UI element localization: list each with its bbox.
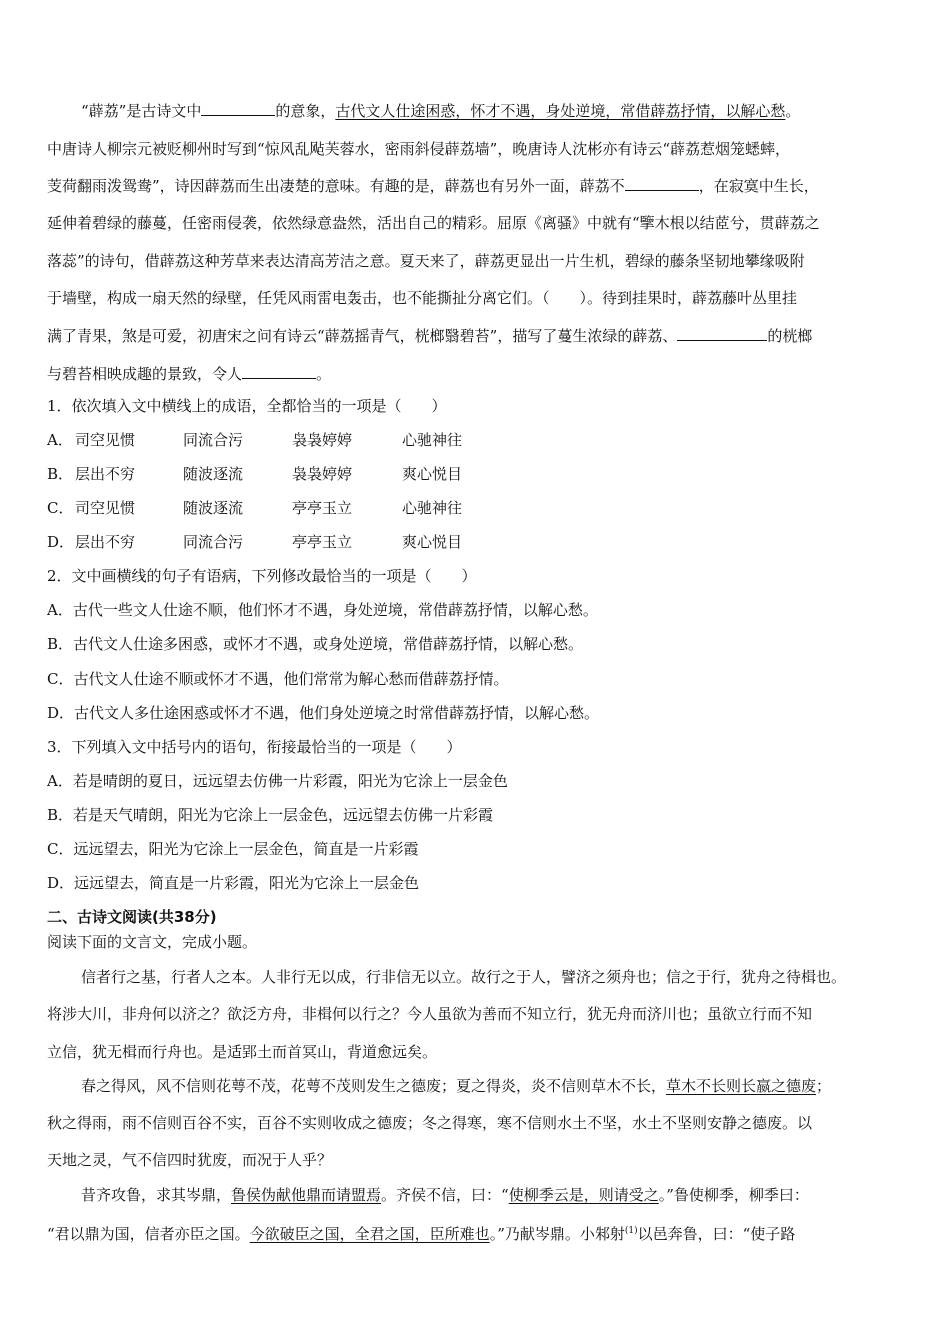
text-span: 满了青果，煞是可爱，初唐宋之问有诗云“薜荔摇青气，桄榔翳碧苔”，描写了蔓生浓绿的薜荔、 (47, 327, 678, 345)
section-instruction: 阅读下面的文言文，完成小题。 (47, 933, 258, 951)
text-span: ，在寂寞中生长， (698, 177, 819, 195)
option-item: 袅袅婷婷 (292, 465, 353, 483)
text-span: 。”乃献岑鼎。小邾射 (489, 1225, 625, 1243)
option-item: 袅袅婷婷 (292, 431, 353, 449)
option-item: 爽心悦目 (402, 465, 463, 483)
question-2-option-d[interactable]: D．古代文人多仕途困惑或怀才不遇，他们身处逆境之时常借薜荔抒情，以解心愁。 (47, 704, 600, 722)
text-span: 芰荷翻雨泼鸳鸯”，诗因薜荔而生出凄楚的意味。有趣的是，薜荔也有另外一面，薜荔不 (47, 177, 625, 195)
text-span: 昔齐攻鲁，求其岑鼎， (81, 1186, 232, 1204)
text-span: 。齐侯不信，曰：“ (381, 1186, 509, 1204)
question-1-option-b[interactable] (47, 464, 907, 484)
passage2-p1-line-3: 立信，犹无楫而行舟也。是适郢土而首冥山，背道愈远矣。 (47, 1043, 438, 1061)
question-3-stem: 3．下列填入文中括号内的语句，衔接最恰当的一项是（ ） (47, 738, 462, 756)
text-span: 以邑奔鲁，曰：“使子路 (637, 1225, 796, 1243)
underlined-sentence: 古代文人仕途困惑，怀才不遇，身处逆境，常借薜荔抒情，以解心愁 (335, 102, 786, 120)
passage2-p2-line-3: 天地之灵，气不信四时犹废，而况于人乎？ (47, 1151, 333, 1169)
fill-blank-4 (242, 364, 316, 379)
text-span: 。 (785, 102, 801, 120)
question-1-stem: 1．依次填入文中横线上的成语，全都恰当的一项是（ ） (47, 397, 447, 415)
underlined-sentence: 草木不长则长嬴之德废 (666, 1077, 817, 1095)
passage2-p1-line-2: 将涉大川，非舟何以济之？欲泛方舟，非楫何以行之？今人虽欲为善而不知立行，犹无舟而济川也；虽欲立行而不知 (47, 1005, 813, 1023)
option-item: 亭亭玉立 (292, 499, 353, 517)
option-item: 层出不穷 (75, 533, 136, 551)
passage2-p1-line-1: 信者行之基，行者人之本。人非行无以成，行非信无以立。故行之于人，譬济之须舟也；信之于行，犹舟之待楫也。 (81, 968, 847, 986)
footnote-marker: (1) (624, 1226, 638, 1236)
option-item: 随波逐流 (183, 499, 244, 517)
underlined-sentence: 今欲破臣之国，全君之国，臣所难也 (249, 1225, 490, 1243)
text-span: 与碧苔相映成趣的景致，令人 (47, 365, 243, 383)
question-2-option-c[interactable]: C．古代文人仕途不顺或怀才不遇，他们常常为解心愁而借薜荔抒情。 (47, 670, 509, 688)
passage1-line-4: 延伸着碧绿的藤蔓，任密雨侵袭，依然绿意盎然，活出自己的精彩。屈原《离骚》中就有“擥木根以结茝兮，贯薜荔之 (47, 214, 820, 232)
option-item: 司空见惯 (75, 499, 136, 517)
text-span: 的桄榔 (767, 327, 813, 345)
question-1-option-a[interactable] (47, 430, 907, 450)
option-item: 同流合污 (183, 533, 244, 551)
option-item: 亭亭玉立 (292, 533, 353, 551)
text-span: ； (816, 1077, 832, 1095)
question-2-stem: 2．文中画横线的句子有语病，下列修改最恰当的一项是（ ） (47, 567, 477, 585)
option-label: D． (47, 533, 75, 551)
option-item: 随波逐流 (183, 465, 244, 483)
option-item: 层出不穷 (75, 465, 136, 483)
text-span: 。 (316, 365, 332, 383)
passage2-p3-line-1 (81, 1185, 907, 1205)
question-1-option-d[interactable] (47, 532, 907, 552)
passage2-p2-line-1 (81, 1076, 907, 1096)
option-item: 爽心悦目 (402, 533, 463, 551)
passage1-line-5: 落蕊”的诗句，借薜荔这种芳草来表达清高芳洁之意。夏天来了，薜荔更显出一片生机，碧绿的藤条坚韧地攀缘吸附 (47, 252, 805, 270)
question-3-option-d[interactable]: D．远远望去，简直是一片彩霞，阳光为它涂上一层金色 (47, 874, 420, 892)
text-span: “君以鼎为国，信者亦臣之国。 (47, 1225, 250, 1243)
fill-blank-3 (677, 326, 767, 341)
passage1-line-2: 中唐诗人柳宗元被贬柳州时写到“惊风乱飐芙蓉水，密雨斜侵薜荔墙”，晚唐诗人沈彬亦有诗云“薜荔惹烟笼蟋蟀， (47, 140, 791, 158)
question-2-option-b[interactable]: B．古代文人仕途多困惑，或怀才不遇，或身处逆境，常借薜荔抒情，以解心愁。 (47, 635, 584, 653)
fill-blank-1 (201, 101, 275, 116)
passage1-line-7 (47, 326, 907, 346)
option-item: 同流合污 (183, 431, 244, 449)
option-label: C． (47, 499, 74, 517)
question-3-option-b[interactable]: B．若是天气晴朗，阳光为它涂上一层金色，远远望去仿佛一片彩霞 (47, 806, 494, 824)
passage1-line-3 (47, 176, 907, 196)
underlined-sentence: 使柳季云是，则请受之 (508, 1186, 659, 1204)
fill-blank-2 (625, 176, 699, 191)
option-label: A． (47, 431, 73, 449)
passage2-p2-line-2: 秋之得雨，雨不信则百谷不实，百谷不实则收成之德废；冬之得寒，寒不信则水土不坚，水土不坚则安静之德废。以 (47, 1114, 813, 1132)
text-span: “薜荔”是古诗文中 (81, 102, 202, 120)
underlined-sentence: 鲁侯伪献他鼎而请盟焉 (231, 1186, 382, 1204)
text-span: 春之得风，风不信则花萼不茂，花萼不茂则发生之德废；夏之得炎，炎不信则草木不长， (81, 1077, 667, 1095)
question-3-option-a[interactable]: A．若是晴朗的夏日，远远望去仿佛一片彩霞，阳光为它涂上一层金色 (47, 772, 508, 790)
question-3-option-c[interactable]: C．远远望去，阳光为它涂上一层金色，简直是一片彩霞 (47, 840, 419, 858)
option-item: 心驰神往 (402, 431, 463, 449)
option-item: 司空见惯 (75, 431, 136, 449)
text-span: 。”鲁使柳季，柳季曰： (658, 1186, 809, 1204)
option-label: B． (47, 465, 74, 483)
passage1-line-6: 于墙壁，构成一扇天然的绿壁，任凭风雨雷电轰击，也不能撕扯分离它们。（ ）。待到挂果时，薜荔藤叶丛里挂 (47, 289, 798, 307)
passage1-line-8 (47, 364, 907, 384)
passage1-line-1 (81, 101, 907, 121)
text-span: 的意象， (275, 102, 336, 120)
passage2-p3-line-2 (47, 1221, 907, 1244)
section-heading: 二、古诗文阅读(共38分) (47, 908, 217, 926)
question-2-option-a[interactable]: A．古代一些文人仕途不顺，他们怀才不遇，身处逆境，常借薜荔抒情，以解心愁。 (47, 601, 598, 619)
option-item: 心驰神往 (402, 499, 463, 517)
question-1-option-c[interactable] (47, 498, 907, 518)
